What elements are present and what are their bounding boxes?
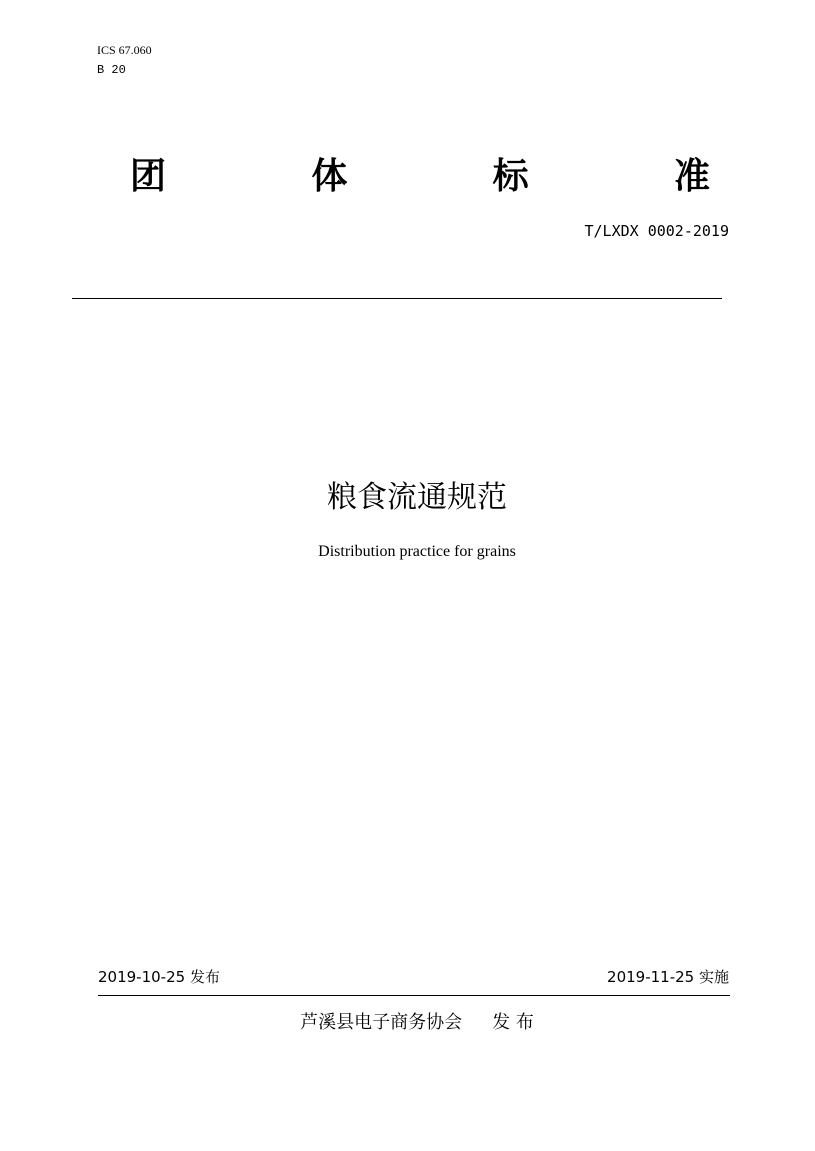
standard-type-char-1: 团 (130, 156, 167, 197)
implementation-date: 2019-11-25 实施 (607, 968, 729, 986)
footer-divider (98, 995, 730, 996)
standard-type-char-3: 标 (492, 156, 529, 197)
publish-date: 2019-10-25 发布 (98, 968, 220, 986)
standard-number: T/LXDX 0002-2019 (584, 222, 729, 240)
document-title-english: Distribution practice for grains (318, 543, 516, 560)
ccs-code: B 20 (97, 63, 126, 77)
standard-type-char-4: 准 (673, 156, 710, 197)
document-title-chinese: 粮食流通规范 (327, 480, 507, 515)
publisher-action: 发 布 (492, 1012, 534, 1033)
standard-type-title (130, 155, 710, 199)
header-divider (72, 298, 722, 299)
publisher-line (0, 1011, 815, 1035)
ics-code: ICS 67.060 (97, 43, 152, 57)
publisher-organization: 芦溪县电子商务协会 (300, 1012, 463, 1033)
standard-type-char-2: 体 (311, 156, 348, 197)
